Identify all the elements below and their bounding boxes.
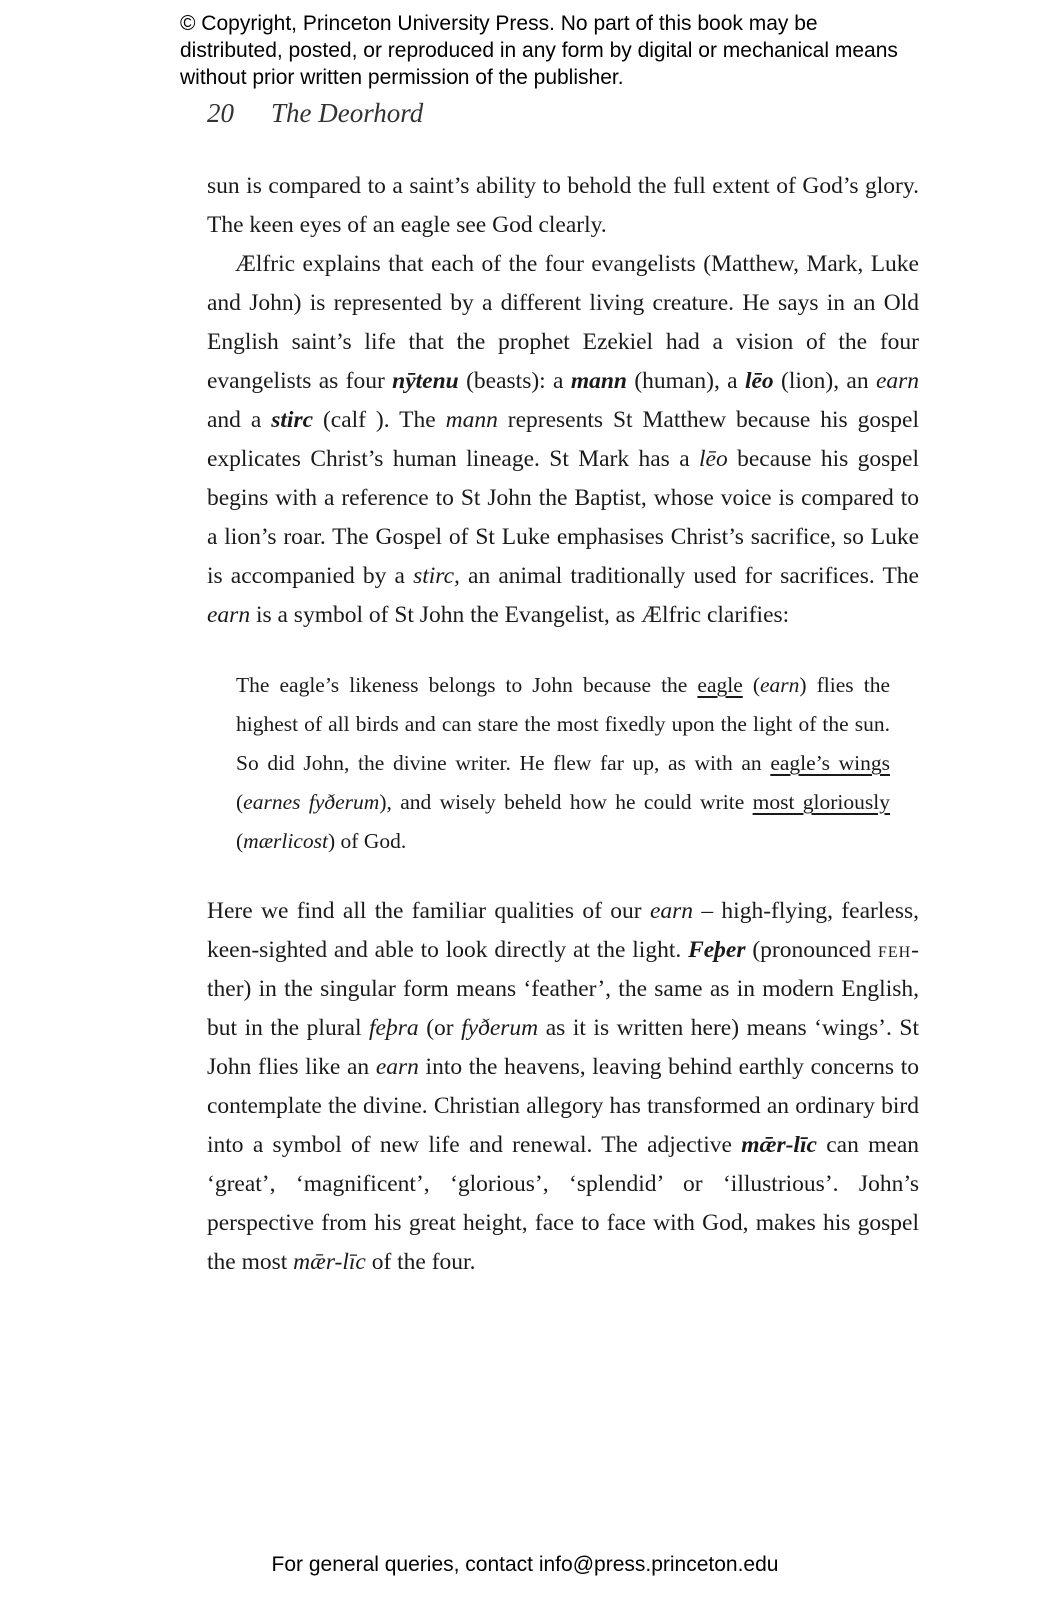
term: earn: [207, 602, 251, 628]
text-run: (: [236, 829, 244, 853]
text-run: Ælfric explains that each of the four evangelists (Matthew, Mark, Luke and John) is represented by a different living creature. He says in an Old English saint’s life that the prophet Ezekiel had a vision of the four evangelists as four: [207, 251, 919, 394]
text-run: The eagle’s likeness belongs to John because the: [236, 673, 698, 697]
term: fyðerum: [461, 1015, 539, 1041]
text-run: (pronounced: [745, 937, 878, 963]
text-run: (calf ). The: [313, 407, 446, 433]
text-run: and a: [207, 407, 272, 433]
term: mǣr-līc: [293, 1249, 366, 1275]
term: earn: [875, 368, 920, 394]
text-run: of the four.: [365, 1249, 476, 1275]
underlined-phrase: eagle’s wings: [770, 751, 890, 775]
copyright-notice: © Copyright, Princeton University Press. No part of this book may be distributed, posted, or reproduced in any form by digital or mechanical means without prior written permission of the publisher.: [180, 12, 898, 89]
underlined-phrase: eagle: [697, 673, 743, 697]
text-run: Here we find all the familiar qualities of our: [207, 898, 650, 924]
term: lēo: [699, 446, 728, 472]
headword: Feþer: [688, 937, 746, 963]
text-run: can mean ‘great’, ‘magnificent’, ‘glorious’, ‘splendid’ or ‘illustrious’. John’s perspective from his great height, face to face with God, makes his gospel the most: [207, 1132, 919, 1275]
paragraph-3: [207, 892, 919, 1282]
term: stirc,: [413, 563, 460, 589]
chapter-title: The Deorhord: [271, 98, 424, 128]
term: mærlicost: [243, 829, 328, 853]
page-number: 20: [207, 98, 234, 128]
text-run: – high-flying, fearless, keen-sighted and able to look directly at the light.: [207, 898, 919, 963]
paragraph-1: [207, 167, 919, 245]
paragraph-2: [207, 245, 919, 635]
headword: mǣr-līc: [741, 1132, 817, 1158]
term: earn: [760, 673, 800, 697]
text-run: ) of God.: [328, 829, 407, 853]
text-run: into the heavens, leaving behind earthly concerns to contemplate the divine. Christian allegory has transformed an ordinary bird into a symbol of new life and renewal. The adjective: [207, 1054, 919, 1158]
text-run: because his gospel begins with a reference to St John the Baptist, whose voice is compared to a lion’s roar. The Gospel of St Luke emphasises Christ’s sacrifice, so Luke is accompanied by a: [207, 446, 919, 589]
block-quote: [236, 666, 890, 861]
text-run: ), and wisely beheld how he could write: [379, 790, 753, 814]
text-run: sun is compared to a saint’s ability to behold the full extent of God’s glory. The keen eyes of an eagle see God clearly.: [207, 173, 919, 238]
text-run: (human), a: [627, 368, 745, 394]
text-run: (beasts): a: [458, 368, 571, 394]
term: earn: [649, 898, 694, 924]
term: mann: [445, 407, 498, 433]
text-run: (or: [418, 1015, 462, 1041]
running-head: [207, 96, 423, 130]
text-run: -ther) in the singular form means ‘feather’, the same as in modern English, but in the plural: [207, 937, 919, 1041]
headword: lēo: [744, 368, 774, 394]
headword: mann: [570, 368, 627, 394]
text-run: (lion), an: [773, 368, 876, 394]
term: earn: [375, 1054, 419, 1080]
text-run: an animal traditionally used for sacrifices. The: [459, 563, 919, 589]
underlined-phrase: most gloriously: [752, 790, 890, 814]
text-run: (: [236, 790, 244, 814]
headword: stirc: [271, 407, 314, 433]
text-run: ) flies the highest of all birds and can stare the most fixedly upon the light of the sun. So did John, the divine writer. He flew far up, as with an: [236, 673, 890, 775]
text-run: is a symbol of St John the Evangelist, as Ælfric clarifies:: [250, 602, 790, 628]
text-run: (: [742, 673, 760, 697]
text-run: represents St Matthew because his gospel explicates Christ’s human lineage. St Mark has a: [207, 407, 919, 472]
headword: nȳtenu: [392, 368, 459, 394]
term: feþra: [369, 1015, 419, 1041]
term: earnes fyðerum: [243, 790, 380, 814]
text-run: as it is written here) means ‘wings’. St John flies like an: [207, 1015, 919, 1080]
body-text: [207, 167, 919, 1282]
pronunciation: feh: [877, 937, 912, 963]
footer-contact: For general queries, contact info@press.princeton.edu: [271, 1553, 779, 1576]
